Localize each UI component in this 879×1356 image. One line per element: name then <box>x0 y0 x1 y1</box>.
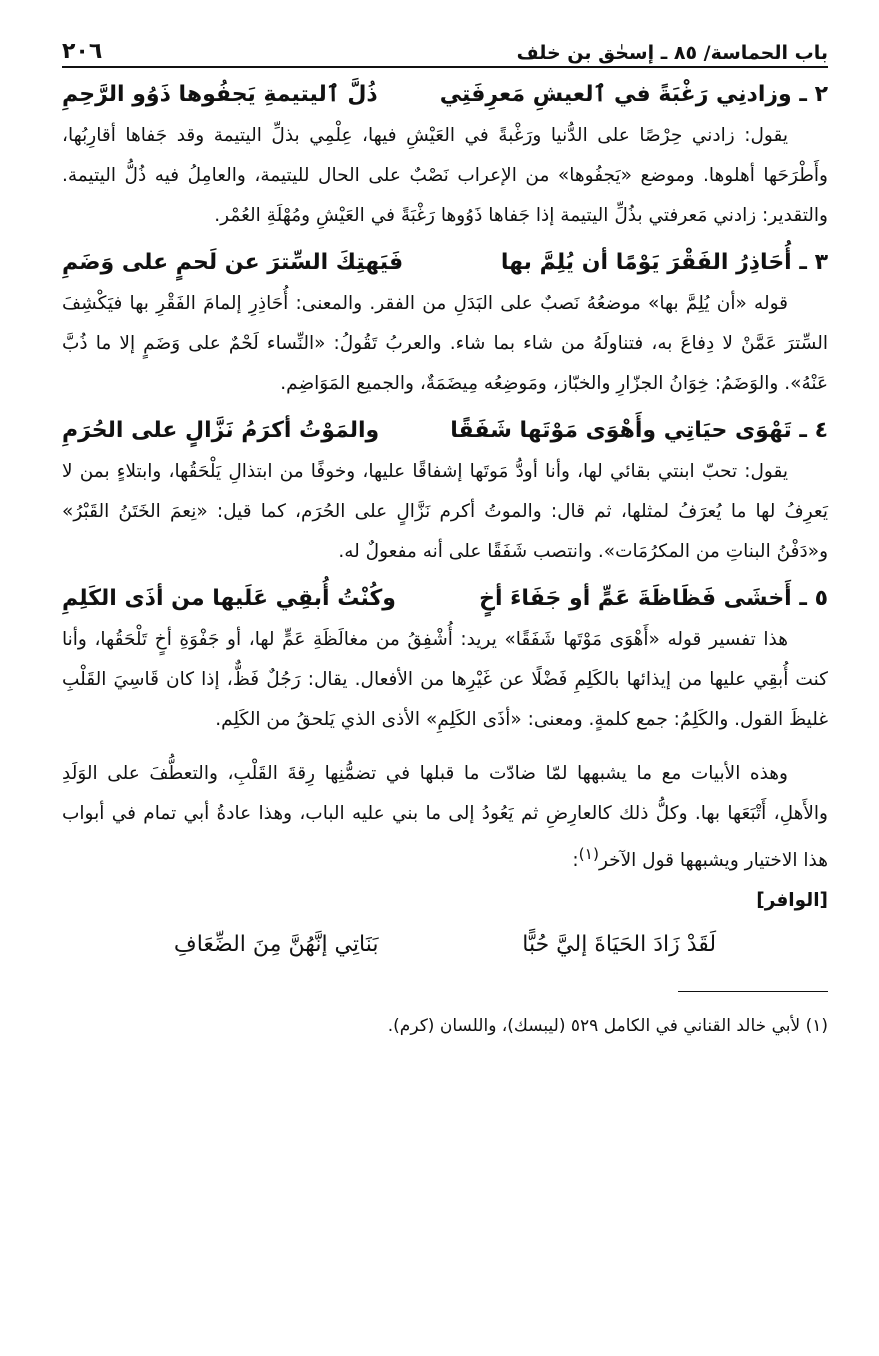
closing-paragraph <box>62 754 828 881</box>
closing-colon: : <box>572 850 579 872</box>
verse-2 <box>62 74 828 116</box>
commentary-3: قوله «أن يُلِمَّ بها» موضعُهُ نَصبٌ على البَدَلِ من الفقر. والمعنى: أُحَاذِرِ إلمامَ الفَقْرِ بها فيَكْشِفَ السِّترَ عَمَّنْ لا دِفاعَ به، فتناولَهُ من شاء بما شاء. والعربُ تَقُولُ: «النِّساء لَحْمٌ على وَضَمٍ إلا ما ذُبَّ عَنْهُ». والوَضَمُ: خِوَانُ الجزّارِ والخبّاز، ومَوضِعُه مِيضَمَةٌ، والجميع المَوَاضِم. <box>62 293 828 394</box>
commentary-5: هذا تفسير قوله «أَهْوَى مَوْتَها شَفَقًا» يريد: أُشْفِقُ من مغالَظَةِ عَمٍّ لها، أو جَفْوَةِ أخٍ تَلْحَقُها، وأنا كنت أُبقِي عليها من إيذائها بالكَلِمِ فَضْلًا عن غَيْرِها من الأفعال. يقال: رَجُلٌ فَظٌّ، إذا كان قَاسِيَ القَلْبِ غليظَ القول. والكَلِمُ: جمع كلمةٍ. ومعنى: «أذَى الكَلِمِ» الأذى الذي يَلحقُ من الكَلِم. <box>62 629 828 730</box>
verse-first-hemistich: ٤ ـ تَهْوَى حيَاتِي وأَهْوَى مَوْتَها شَفَقًا <box>450 418 828 443</box>
header-rule <box>62 66 828 68</box>
closing-text: وهذه الأبيات مع ما يشبهها لمّا ضادّت ما قبلها في تضمُّنِها رِقةَ القَلْبِ، والتعطُّفَ على الوَلَدِ والأَهلِ، أَتْبَعَها بها. وكلُّ ذلك كالعارِضِ ثم يَعُودُ إلى ما بني عليه الباب، وهذا عادةُ أبي تمام في أبواب هذا الاختيار ويشبهها قول الآخر <box>62 763 828 872</box>
quoted-verse <box>62 923 828 967</box>
footnote: (١) لأبي خالد القناني في الكامل ٥٢٩ (ليبسك)، واللسان (كرم). <box>387 1016 828 1037</box>
running-header <box>62 30 828 64</box>
verse-first-hemistich: ٣ ـ أُحَاذِرُ الفَقْرَ يَوْمًا أن يُلِمَّ بها <box>500 250 828 275</box>
verse-5 <box>62 578 828 620</box>
verse-first-hemistich: ٢ ـ وزادنِي رَغْبَةً في ٱلعيشِ مَعرِفَتِي <box>439 82 828 107</box>
verse-3 <box>62 242 828 284</box>
verse-second-hemistich: فَيَهتِكَ السِّترَ عن لَحمٍ على وَضَمِ <box>62 250 404 275</box>
footnote-reference: (١) <box>578 845 599 863</box>
verse-4 <box>62 410 828 452</box>
book-page <box>62 30 828 1042</box>
running-title: باب الحماسة/ ٨٥ ـ إسحٰق بن خلف <box>516 42 828 64</box>
verse-second-hemistich: بَنَاتِي إنَّهُنَّ مِنَ الضِّعَافِ <box>173 932 379 958</box>
verse-first-hemistich: ٥ ـ أَخشَى فَظَاظَةَ عَمٍّ أو جَفَاءَ أخٍ <box>479 586 828 611</box>
verse-second-hemistich: ذُلَّ ٱليتيمةِ يَجفُوها ذَوُو الرَّحِمِ <box>62 82 378 107</box>
footnote-rule <box>678 991 828 992</box>
verse-second-hemistich: والمَوْتُ أكرَمُ نَزَّالٍ على الحُرَمِ <box>62 418 380 443</box>
page-number: ٢٠٦ <box>62 39 103 64</box>
commentary-4: يقول: تحبّ ابنتي بقائي لها، وأنا أودُّ مَوتَها إشفاقًا عليها، وخوفًا من ابتذالِ يَلْحَقُها، وابتلاءٍ بمن لا يَعرِفُ لها ما يُعرَفُ لمثلها، ثم قال: والموتُ أكرم نَزَّالٍ على الحُرَم، كما قيل: «نِعمَ الخَتَنُ القَبْرُ» و«دَفْنُ البناتِ من المكرُمَات». وانتصب شَفَقًا على أنه مفعولٌ له. <box>62 461 828 562</box>
commentary-2: يقول: زادني حِرْصًا على الدُّنيا ورَغْبةً في العَيْشِ فيها، عِلْمِي بذلِّ اليتيمة وقد جَفاها أقارِبُها، وأَطْرَحَها أهلوها. وموضع «يَجفُوها» من الإعراب نَصْبٌ على الحال لليتيمة، والعامِلُ فيه ذُلُّ اليتيمة. والتقدير: زادني مَعرفتي بذُلِّ اليتيمة إذا جَفاها ذَوُوها رَغْبَةً في العَيْشِ ومُهْلَةِ العُمْر. <box>62 125 828 226</box>
verse-first-hemistich: لَقَدْ زَادَ الحَيَاةَ إليَّ حُبًّا <box>522 932 717 958</box>
verse-second-hemistich: وكُنْتُ أُبقِي عَلَيها من أذَى الكَلِمِ <box>62 586 396 611</box>
meter-label: [الوافر] <box>756 890 828 912</box>
